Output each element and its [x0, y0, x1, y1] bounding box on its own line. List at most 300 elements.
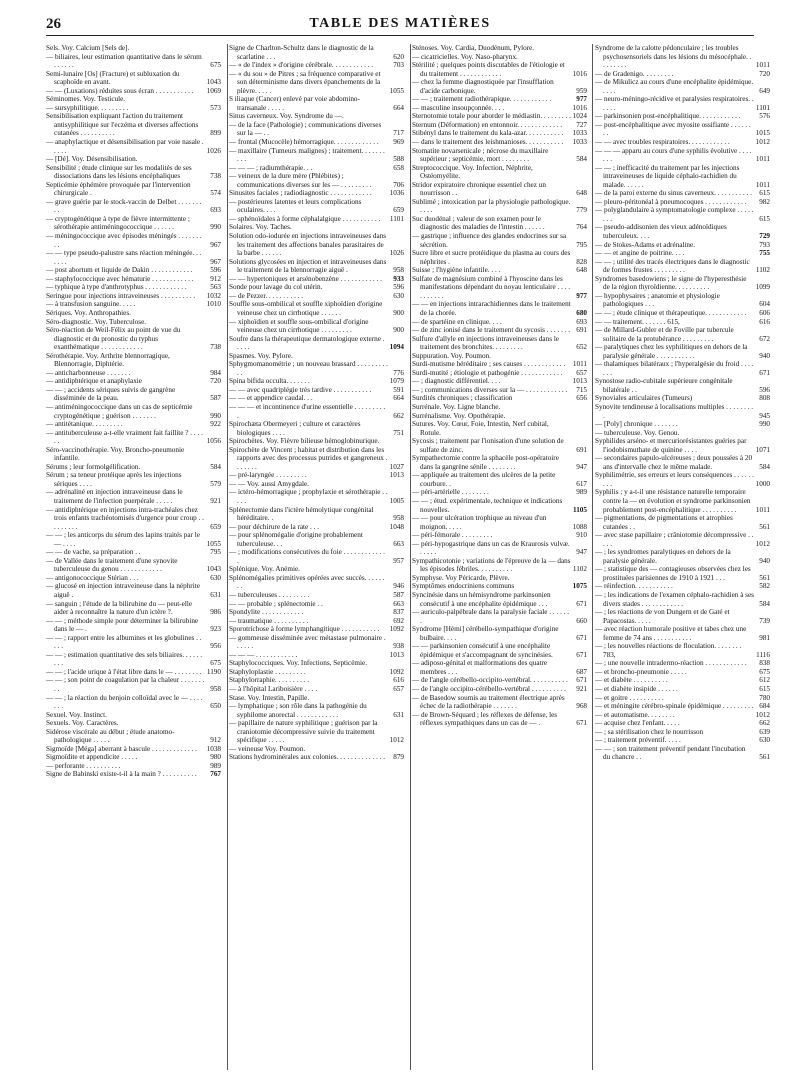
entry-text: Sériques. Voy. Anthropathies. [46, 308, 131, 317]
index-entry [46, 70, 221, 87]
index-entry [46, 283, 221, 292]
entry-page-number: 691 [576, 445, 587, 454]
index-entry [412, 129, 587, 138]
entry-page-number: 706 [393, 180, 404, 189]
index-entry [595, 403, 770, 420]
entry-page-number: 1099 [755, 283, 770, 292]
entry-text: Surrénalisme. Voy. Opothérapie. [412, 411, 506, 420]
index-entry [412, 121, 587, 130]
index-entry [595, 736, 770, 745]
entry-page-number: 900 [393, 308, 404, 317]
entry-page-number: 720 [759, 69, 770, 78]
index-entry [46, 403, 221, 420]
entry-page-number: 658 [393, 163, 404, 172]
entry-page-number: 1024 [572, 112, 587, 121]
entry-page-number: 587 [393, 591, 404, 599]
entry-text: — post-encéphalitique avec myosite ossifiante . . . . . . . . [595, 120, 751, 138]
index-entry [595, 223, 770, 240]
index-entry [229, 403, 404, 420]
entry-text: Septicémie éphémère provoquée par l'intervention chirurgicale . [46, 180, 191, 198]
entry-text: Suppuration. Voy. Poumon. [412, 351, 491, 360]
entry-page-number: 945 [759, 411, 770, 420]
index-entry [46, 87, 221, 96]
entry-page-number: 680 [576, 308, 587, 317]
entry-text: Surdités chroniques ; classification [412, 394, 513, 403]
entry-page-number: 606 [759, 308, 770, 317]
entry-page-number: 1092 [389, 667, 404, 676]
entry-text: — antituberculeuse a-t-elle vraiment fait faillite ? . . . . . . [46, 428, 203, 446]
entry-text: Sternum (Déformation) en entonnoir. . . . . . . . . . . . . [412, 120, 563, 129]
index-entry [595, 343, 770, 360]
index-entry [46, 719, 221, 728]
entry-page-number: 561 [759, 573, 770, 582]
entry-text: — — parkinsonien consécutif à une encéphalite épidémique et s'accompagnant de syncinésies. [412, 642, 553, 659]
entry-page-number: 648 [576, 266, 587, 275]
entry-page-number: 938 [393, 642, 404, 651]
entry-text: — de l'angle cérébello-occipito-vertébral. . . . . . . . . . . [412, 676, 568, 685]
entry-text: Staphylococciques. Voy. Infections, Septicémie. [229, 659, 367, 668]
index-entry [595, 309, 770, 318]
entry-text: — sursyphilitique. . . . . . . . . [46, 103, 129, 112]
entry-page-number: 1105 [573, 505, 587, 514]
entry-text: Sphygmomanométrie ; un nouveau brassard . . . . . . . . . . . [229, 360, 388, 377]
index-entry [229, 360, 404, 377]
index-entry [412, 437, 587, 454]
entry-page-number: 631 [210, 591, 221, 599]
index-entry [595, 121, 770, 138]
entry-text: — ; une nouvelle intradermo-réaction . . . . . . . . . . . . [595, 659, 747, 668]
entry-text: — et broncho-pneumonie . . . . . [595, 667, 687, 676]
index-entry [412, 104, 587, 113]
entry-page-number: 981 [759, 633, 770, 642]
index-entry [412, 78, 587, 95]
entry-page-number: 879 [393, 753, 404, 762]
entry-page-number: 693 [210, 206, 221, 215]
index-entry [46, 318, 221, 327]
entry-text: — acquise chez l'enfant. . . . . [595, 719, 680, 728]
header-rule [46, 35, 754, 36]
index-entry [229, 377, 404, 386]
index-entry [46, 377, 221, 386]
index-entry [46, 463, 221, 472]
entry-text: Sonde pour lavage du col utérin. [229, 283, 323, 292]
entry-text: — de Gradenigo. . . . . . . . . [595, 69, 674, 78]
entry-page-number: 779 [576, 206, 587, 215]
index-entry [229, 335, 404, 352]
entry-page-number: 727 [576, 120, 587, 129]
entry-page-number: 1033 [572, 138, 587, 147]
entry-page-number: 675 [210, 659, 221, 668]
index-columns [46, 44, 770, 1070]
entry-page-number: 620 [393, 52, 404, 61]
entry-text: Solaires. Voy. Taches. [229, 223, 292, 232]
index-entry [46, 44, 221, 53]
entry-text: Splénectomie dans l'ictère hémolytique congénital héréditaire. . [229, 505, 374, 523]
entry-text: — — ; inefficacité du traitement par les injections intraveineuses de liquide céphalo-rachidien du malade. . . . . . [595, 163, 740, 189]
entry-page-number: 664 [393, 394, 404, 403]
entry-text: S iliaque (Cancer) enlevé par voie abdomino-transanale . . . . . [229, 95, 360, 112]
entry-page-number: 1015 [755, 129, 770, 138]
index-entry [595, 548, 770, 565]
index-entry [595, 531, 770, 548]
entry-text: Solution odo-iodurée en injections intraveineuses dans les traitement des affections banales parasitaires de la barbe . . . . . . [229, 232, 387, 258]
entry-text: — — — apparu au cours d'une syphilis évolutive . . . . . . . [595, 146, 752, 164]
entry-text: Staphylorraphie. . . . . . . . . . [229, 676, 310, 685]
entry-page-number: 968 [576, 702, 587, 711]
entry-text: — maxillaire (Tumeurs malignes) ; traitement. . . . . . . . . . [229, 146, 385, 164]
entry-page-number: 720 [210, 377, 221, 386]
index-entry [46, 574, 221, 583]
entry-text: — frontal (Mucocèle) hémorragique. . . . . . . . . . . . . [229, 138, 379, 147]
index-entry [229, 386, 404, 395]
entry-text: Souffle sous-ombilical et souffle xiphoïdien d'origine veineuse chez un cirrhotique . . . . . . [229, 300, 383, 317]
entry-text: Sténoses. Voy. Cardia, Duodénum, Pylore. [412, 44, 535, 52]
index-entry [412, 138, 587, 147]
entry-text: — secondaires papulo-ulcéreuses ; deux poussées à 20 ans d'intervalle chez le même malade. [595, 454, 753, 471]
index-entry [46, 694, 221, 711]
entry-page-number: 561 [759, 753, 770, 762]
index-entry [412, 352, 587, 361]
entry-text: Stérilité ; quelques points discutables de l'étiologie et du traitement . . . . . . . . . . . . [412, 61, 565, 78]
entry-text: — pour splénomégalie d'origine probablement tuberculeuse. . . [229, 531, 363, 548]
entry-text: — « du sou » de Pitres ; sa fréquence comparative et son déterminisme dans divers épanchements de la plèvre. . . . . [229, 69, 381, 95]
index-entry [595, 70, 770, 79]
entry-text: — — avec quadriplégie très tardive . . . . . . . . . . . [229, 385, 372, 394]
entry-page-number: 660 [576, 616, 587, 625]
entry-text: — péri-fémorale . . . . . . . . . [412, 531, 493, 540]
entry-page-number: 739 [759, 616, 770, 625]
index-entry [412, 198, 587, 215]
index-entry [595, 275, 770, 292]
index-entry [595, 44, 770, 70]
index-entry [229, 668, 404, 677]
index-entry [229, 600, 404, 609]
index-entry [595, 608, 770, 625]
entry-text: — et goitre . . . . . . . . . . [595, 693, 664, 702]
entry-text: — — (Luxations) réduites sous écran . . . . . . . . . . . [46, 86, 194, 95]
entry-text: Sublimé ; intoxication par la physiologie pathologique. . . . . [412, 197, 571, 215]
entry-page-number: 1102 [572, 565, 587, 574]
index-entry [595, 318, 770, 327]
entry-page-number: 615 [759, 214, 770, 223]
index-entry [412, 557, 587, 574]
entry-page-number: 650 [210, 702, 221, 711]
entry-page-number: 659 [210, 522, 221, 531]
entry-page-number: 584 [576, 155, 587, 164]
entry-text: — de Brown-Séquard ; les réflexes de défense, les réflexes sympathiques dans un cas de — . [412, 710, 558, 728]
index-entry [229, 676, 404, 685]
index-entry [46, 600, 221, 617]
index-entry [229, 352, 404, 361]
entry-page-number: 1000 [755, 479, 770, 488]
entry-text: — ; statistique des — contagieuses observées chez les prostituées parisiennes de 1910 à 1921 . . . [595, 565, 751, 582]
entry-page-number: 1101 [389, 214, 404, 223]
entry-page-number: 1071 [755, 445, 770, 454]
entry-page-number: 656 [576, 394, 587, 403]
entry-text: — de la paroi externe du sinus caverneux. . . . . . . . . . . [595, 189, 752, 198]
index-entry [229, 215, 404, 224]
index-entry [412, 514, 587, 531]
entry-page-number: 837 [393, 608, 404, 617]
index-entry [595, 394, 770, 403]
entry-page-number: 958 [210, 685, 221, 694]
entry-text: — — ; traitement radiothérapique. . . . . . . . . . . . [412, 95, 552, 104]
entry-text: Spasmes. Voy. Pylore. [229, 351, 293, 360]
entry-text: — antidiphtérique et anaphylaxie [46, 377, 142, 386]
entry-text: — et diabète . . . . . . . . . . [595, 676, 668, 685]
entry-page-number: 986 [210, 608, 221, 617]
index-entry [46, 770, 221, 779]
entry-page-number: 657 [393, 685, 404, 694]
entry-text: — anaphylactique et désensibilisation par voie nasale . . . . . [46, 138, 204, 155]
index-entry [412, 44, 587, 53]
index-entry [412, 659, 587, 676]
entry-text: — adrénaliné en injection intraveineuse dans le traitement de l'infection puerpérale . . . . . [46, 488, 183, 505]
entry-page-number: 1036 [389, 189, 404, 198]
index-entry [229, 694, 404, 703]
entry-text: — — ; son point de coagulation par la chaleur . . . . . . . . . [46, 676, 205, 694]
entry-page-number: 921 [576, 685, 587, 694]
entry-page-number: 664 [393, 103, 404, 112]
index-entry [595, 147, 770, 164]
index-entry [595, 249, 770, 258]
index-entry [229, 95, 404, 112]
entry-text: — de la face (Pathologie) ; communications diverses sur la — . . [229, 120, 382, 138]
page-header [46, 14, 754, 36]
entry-page-number: 910 [576, 531, 587, 540]
entry-text: — — ; son traitement préventif pendant l'incubation du chancre . . [595, 744, 746, 762]
entry-text: — ; les indications de l'examen céphalo-rachidien à ses divers stades . . . . . . . . . . . . [595, 591, 754, 608]
entry-page-number: 576 [759, 112, 770, 121]
entry-text: Soufre dans la thérapeutique dermatologique externe . . . . . [229, 334, 385, 352]
entry-text: — biliaires, leur estimation quantitative dans le sérum . . . . . . [46, 52, 202, 70]
entry-page-number: 715 [576, 385, 587, 394]
entry-page-number: 671 [576, 633, 587, 642]
entry-text: — de spartéine en clinique. . . . [412, 317, 502, 326]
index-entry [412, 488, 587, 497]
entry-page-number: 671 [576, 599, 587, 608]
index-entry [595, 258, 770, 275]
entry-text: — de Basedow soumis au traitement électrique après échec de la radiothérapie . . . . . . . [412, 693, 565, 711]
index-entry [595, 625, 770, 642]
column-divider [227, 44, 228, 1070]
entry-page-number: 663 [393, 539, 404, 548]
index-entry [412, 531, 587, 540]
index-entry [229, 488, 404, 505]
entry-text: — — en injections intrarachidiennes dans le traitement de la chorée. [412, 300, 571, 317]
entry-page-number: 795 [210, 548, 221, 557]
entry-page-number: 1092 [389, 625, 404, 634]
index-entry [412, 61, 587, 78]
index-entry [595, 728, 770, 737]
index-entry [595, 206, 770, 223]
entry-text: Sycosis ; traitement par l'ionisation d'une solution de sulfate de zinc. [412, 437, 564, 454]
index-entry [595, 429, 770, 438]
entry-text: — de Pezzer. . . . . . . . . . . [229, 291, 304, 300]
entry-text: — — — ; radiumthérapie. . . [229, 163, 313, 172]
index-entry [229, 617, 404, 626]
entry-page-number: 672 [759, 334, 770, 343]
entry-text: — — ; étud. expérimentale, technique et indications nouvelles. [412, 496, 563, 514]
index-entry [46, 352, 221, 369]
entry-page-number: 755 [759, 249, 770, 258]
index-entry [46, 181, 221, 198]
entry-text: — — ; utilité des tracés électriques dans le diagnostic de formes frustes . . . . . . . . . [595, 257, 750, 275]
entry-text: Stase. Voy. Intestin, Papille. [229, 693, 310, 702]
entry-text: Sporotrichose à forme lymphangitique . . . . . . . . . . . [229, 625, 380, 634]
entry-text: — — — et incontinence d'urine essentielle . . . . . . . . . . [229, 402, 386, 420]
index-column-3 [412, 44, 587, 1070]
entry-page-number: 617 [576, 479, 587, 488]
entry-page-number: 671 [576, 719, 587, 728]
entry-page-number: 767 [210, 770, 221, 779]
entry-page-number: 604 [759, 300, 770, 309]
entry-text: Spondylite . . . . . . . . . . . . [229, 608, 304, 617]
entry-text: — de Mikulicz au cours d'une encéphalite épidémique. . . . . [595, 78, 754, 95]
index-entry [229, 121, 404, 138]
entry-text: — neuro-méningo-récidive et paralysies respiratoires. . . . . . [595, 95, 754, 112]
entry-page-number: 780 [759, 693, 770, 702]
index-entry [412, 215, 587, 232]
entry-text: — et automatisme. . . . . . . . [595, 710, 675, 719]
entry-page-number: 729 [759, 232, 770, 241]
entry-text: — péri-artérielle . . . . . . . . [412, 488, 489, 497]
page-number: 26 [46, 16, 61, 32]
entry-page-number: 639 [759, 727, 770, 736]
entry-page-number: 1055 [389, 86, 404, 95]
index-entry [229, 745, 404, 754]
entry-text: — péri-hypogastrique dans un cas de Kraurosis vulvæ. . . . . . [412, 539, 570, 557]
entry-text: — — ; estimation quantitative des sels biliaires. . . . . . . . . [46, 650, 203, 668]
entry-page-number: 984 [210, 368, 221, 377]
entry-text: — gastrique ; influence des glandes endocrines sur sa sécrétion. [412, 232, 567, 249]
entry-page-number: 616 [393, 676, 404, 685]
entry-text: — tuberculeuse. Voy. Genou. [595, 428, 680, 437]
entry-text: — antiméningococcique dans un cas de septicémie cryptogénétique ; guérison . . . . . . . [46, 402, 193, 420]
entry-page-number: 584 [759, 462, 770, 471]
index-entry [595, 471, 770, 488]
index-entry [46, 762, 221, 771]
index-entry [46, 420, 221, 429]
index-entry [46, 300, 221, 309]
entry-page-number: 631 [393, 710, 404, 719]
index-entry [46, 275, 221, 284]
entry-text: Stridor expiratoire chronique essentiel chez un nourrisson . . [412, 180, 546, 198]
entry-page-number: 899 [210, 129, 221, 138]
entry-page-number: 946 [393, 582, 404, 591]
index-entry [412, 676, 587, 685]
entry-page-number: 1011 [755, 180, 770, 189]
entry-page-number: 630 [759, 736, 770, 745]
entry-text: — lymphatique ; son rôle dans la pathogénie du syphilome anorectal . . . . . . . . . . . . [229, 702, 367, 719]
entry-page-number: 947 [576, 462, 587, 471]
index-entry [229, 531, 404, 548]
index-entry [412, 582, 587, 591]
entry-page-number: 956 [210, 642, 221, 651]
entry-page-number: 957 [393, 556, 404, 565]
entry-page-number: 1026 [206, 146, 221, 155]
index-entry [46, 309, 221, 318]
index-entry [229, 753, 404, 762]
index-entry [412, 360, 587, 369]
entry-text: Sympathicotonie ; variations de l'épreuve de la — dans les épisodes fébriles. . . . . . . . . . [412, 556, 571, 574]
entry-text: — masculine insoupçonnée. . . . [412, 103, 505, 112]
entry-text: — perforante . . . . . . . . . . [46, 761, 121, 770]
index-entry [412, 377, 587, 386]
index-entry [595, 241, 770, 250]
entry-text: Sigmoïde [Méga] aberrant à bascule . . . . . . . . . . . . . [46, 744, 197, 753]
entry-page-number: 675 [210, 61, 221, 70]
entry-text: Surdi-mutisme héréditaire ; ses causes . . . . . . . . . . . . [412, 360, 566, 369]
entry-page-number: 584 [759, 599, 770, 608]
index-entry [412, 266, 587, 275]
entry-text: Surrénale. Voy. Ligne blanche. [412, 402, 501, 411]
entry-page-number: 838 [759, 659, 770, 668]
index-entry [46, 676, 221, 693]
entry-text: — — ; méthode simple pour déterminer la bilirubine dans le — . [46, 616, 199, 634]
entry-page-number: 574 [210, 189, 221, 198]
entry-text: — thalamiques bilatéraux ; l'hyperalgésie du froid . . . . . . . [595, 360, 754, 377]
entry-text: Séro-réaction de Weil-Félix au point de vue du diagnostic et du pronostic du typhus exanthématique . . . . . . . . . . . . [46, 326, 181, 352]
index-entry [229, 189, 404, 198]
entry-text: Stibényl dans le traitement du kala-azar. . . . . . . . . . . [412, 129, 564, 138]
index-entry [595, 377, 770, 394]
entry-page-number: 990 [210, 411, 221, 420]
entry-page-number: 596 [759, 385, 770, 394]
entry-page-number: 947 [576, 548, 587, 557]
index-entry [229, 112, 404, 121]
entry-text: Sensibilité ; étude clinique sur les modalités de ses dissociations dans les lésions encéphaliques [46, 163, 192, 181]
entry-text: — et méningite cérébro-spinale épidémique . . . . . . . . . [595, 702, 754, 711]
entry-text: — ; les réactions de von Dungern et de Gaté et Papacostas. . . . . [595, 608, 730, 625]
entry-text: — adiposo-génital et malformations des quatre membres . . . [412, 659, 548, 676]
entry-text: — et diabète insipide . . . . . . [595, 685, 678, 694]
entry-text: Symphyse. Voy Péricarde, Plèvre. [412, 573, 510, 582]
entry-text: — ; les nouvelles réactions de floculation. . . . . . . . 783, [595, 642, 742, 659]
index-entry [595, 420, 770, 429]
entry-text: Séro-diagnostic. Voy. Tuberculose. [46, 317, 147, 326]
entry-text: Stations hydrominérales aux colonies. . . . . . . . . . . . . . [229, 753, 386, 762]
entry-page-number: 579 [210, 479, 221, 488]
entry-page-number: 657 [576, 368, 587, 377]
index-entry [46, 745, 221, 754]
entry-text: — « de l'index » d'origine cérébrale. . . . . . . . . . . . [229, 61, 374, 70]
entry-text: — ictéro-hémorragique ; prophylaxie et sérothérapie . . . . . [229, 488, 388, 505]
index-entry [412, 249, 587, 266]
entry-text: — sphénoïdales à forme céphalalgique . . . . . . . . . . . [229, 214, 381, 223]
index-entry [229, 591, 404, 600]
entry-text: — grave guérie par le stock-vaccin de Delbet . . . . . . . . . [46, 197, 202, 215]
index-entry [229, 61, 404, 70]
entry-page-number: 563 [210, 283, 221, 292]
index-entry [229, 506, 404, 523]
index-entry [595, 78, 770, 95]
entry-text: Seringue pour injections intraveineuses . . . . . . . . . . [46, 291, 196, 300]
index-entry [595, 694, 770, 703]
index-entry [595, 164, 770, 190]
index-entry [595, 326, 770, 343]
entry-page-number: 596 [210, 266, 221, 275]
entry-page-number: 1056 [206, 437, 221, 446]
index-entry [46, 488, 221, 505]
running-title: TABLE DES MATIÈRES [309, 16, 491, 31]
index-entry [229, 523, 404, 532]
index-entry [46, 728, 221, 745]
entry-page-number: 795 [576, 240, 587, 249]
entry-text: — glucosé en injection intraveineuse dans la néphrite aiguë . [46, 582, 200, 599]
index-entry [229, 258, 404, 275]
index-entry [595, 685, 770, 694]
